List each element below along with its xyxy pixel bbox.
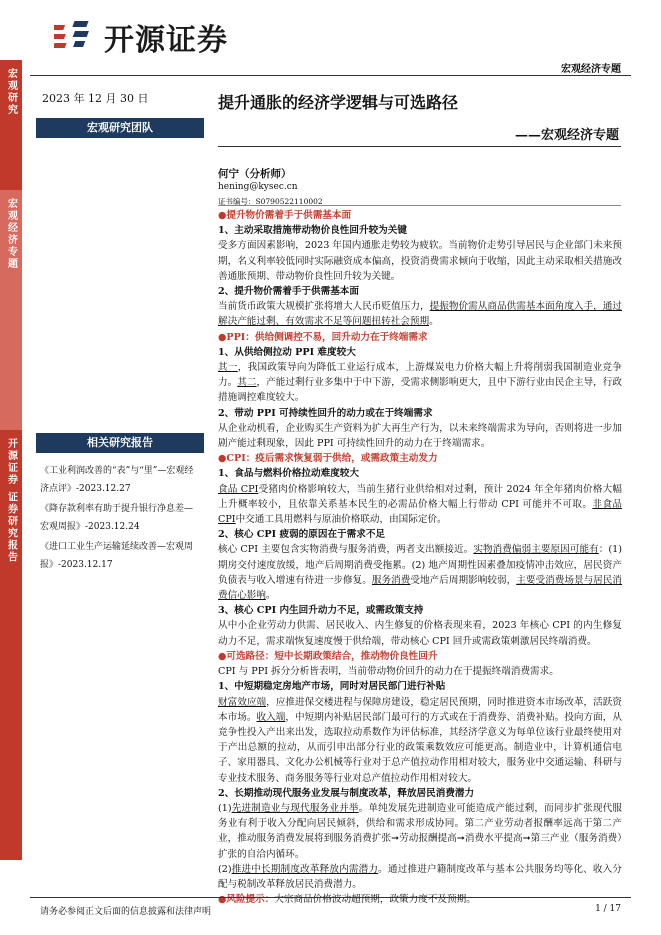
side-strip-top-label: 宏观研究	[5, 68, 17, 116]
related-reports-heading: 相关研究报告	[36, 433, 204, 453]
text-run-underlined: 实物消费偏弱主要原因可能有	[473, 544, 599, 556]
report-subtitle: ——宏观经济专题	[514, 128, 619, 143]
paragraph: 从企业动机看，企业购买生产资料为扩大再生产行为，以未来终端需求为导向，否则将进一步加剧产能过剩现象，因此 PPI 可持续性回升的动力在于终端需求。	[218, 422, 622, 450]
risk-warning	[218, 892, 622, 907]
paragraph	[218, 542, 622, 603]
header-divider	[30, 75, 631, 76]
paragraph	[218, 360, 622, 406]
paragraph: 从中小企业劳动力供需、居民收入、内生修复的价格表现来看，2023 年核心 CPI 的内生修复动力不足，需求端恢复速度慢于供给端，带动核心 CPI 回升或需政策刺激居民终端消费。	[218, 620, 622, 647]
paragraph: 受多方面因素影响，2023 年国内通胀走势较为疲软。当前物价走势引导居民与企业部门未来预期，名义利率较低同时实际融资成本偏高，投资消费需求倾向于收缩，因此主动采取相关措施改善通胀预期、带动物价良性回升较为关键。	[218, 240, 622, 282]
text-run: ，我国政策导向为降低工业运行成本，上游煤炭电力价格大幅上升将削弱我国制造业竞争力。	[218, 362, 623, 389]
text-run-underlined: 其二	[237, 377, 257, 389]
text-run: 。单纯发展先进制造业可能造成产能过剩，而同步扩张现代服务业有利于收入分配向居民倾斜，供给和需求形成协同。第二产业劳动者报酬率远高于第二产业，推动服务消费发展将到服务消费扩张➞劳动报酬提高➞消费水平提高➞第三产业（服务消费）扩张的自洽内循环。	[218, 802, 623, 860]
paragraph	[218, 299, 622, 329]
text-run: (1)	[218, 802, 232, 814]
section-heading: ● PPI：供给侧调控不易，回升动力在于终端需求	[218, 330, 622, 345]
text-run: ：(1) 期房交付速度放缓，地产后周期消费受拖累。(2) 地产周期性因素叠加疫情冲击效应，居民资产负债表与收入增速有待进一步修复。	[218, 544, 623, 586]
report-title: 提升通胀的经济学逻辑与可选路径	[218, 93, 459, 112]
report-date: 2023 年 12 月 30 日	[42, 92, 149, 105]
related-report-item[interactable]: 《工业利润改善的“表”与“里”—宏观经济点评》-2023.12.27	[40, 466, 194, 494]
page-number: 1 / 17	[595, 904, 621, 914]
paragraph	[218, 801, 622, 862]
analyst-cert: 证书编号：S0790522110002	[218, 197, 323, 206]
related-report-item[interactable]: 《进口工业生产运输延续改善—宏观周报》-2023.12.17	[40, 542, 194, 570]
text-run: 。通过推进户籍制度改革与基本公共服务均等化、收入分配与税制改革释放居民消费潜力。	[218, 863, 623, 890]
brand-name: 开源证券	[104, 23, 228, 58]
risk-label: ● 风险提示：	[218, 894, 274, 905]
text-run-underlined: 提振物价需从商品供需基本面角度入手，通过解决产能过剩、有效需求不足等问题扭转社会预期	[218, 301, 623, 328]
side-strip-middle-label: 宏观经济专题	[5, 198, 17, 270]
analyst-name: 何宁（分析师）	[218, 168, 292, 180]
subsection-heading: 1、食品与燃料价格拉动难度较大	[218, 468, 359, 480]
subsection-heading: 1、主动采取措施带动物价良性回升较为关键	[218, 225, 407, 237]
side-strip-middle	[0, 190, 22, 430]
text-run: ，应推进保交楼进程与保障房建设，稳定居民预期，同时推进资本市场改革，活跃资本市场。	[218, 696, 623, 723]
text-run: 当前货币政策大规模扩张将增大人民币贬值压力，	[218, 301, 430, 313]
side-strip-bottom	[0, 430, 22, 860]
footer-divider	[30, 897, 631, 898]
text-run-underlined: 收入端	[256, 711, 286, 723]
report-body	[218, 208, 622, 907]
text-run: 受猪肉价格影响较大，当前生猪行业供给相对过剩，预计 2024 年全年猪肉价格大幅上升概率较小，且依靠关系基本民生的必需品价格大幅上行带动 CPI 可能并不可取。	[218, 483, 623, 510]
risk-text: 大宗商品价格波动超预期，政策力度不及预期。	[274, 894, 476, 906]
related-report-item[interactable]: 《降存款利率有助于提升银行净息差—宏观周报》-2023.12.24	[40, 504, 194, 532]
subsection-heading: 2、提升物价需着手于供需基本面	[218, 286, 359, 298]
text-run-underlined: 非食品 CPI	[218, 498, 623, 526]
section-heading: ● 提升物价需着手于供需基本面	[218, 208, 622, 223]
text-run: 受地产后周期影响较弱，	[410, 574, 517, 586]
header-report-type: 宏观经济专题	[561, 64, 621, 75]
section-heading: ● 可选路径：短中长期政策结合，推动物价良性回升	[218, 649, 622, 664]
text-run-underlined: 推进中长期制度改革释放内需潜力	[231, 863, 379, 875]
text-run: ，产能过剩行业多集中于中下游，受需求侧影响更大，且中下游行业由民企主导，行政措施调控难度较大。	[218, 377, 623, 404]
text-run-underlined: 其一	[218, 362, 238, 374]
paragraph	[218, 695, 622, 786]
paragraph	[218, 482, 622, 528]
text-run: 。	[429, 316, 439, 328]
subsection-heading: 3、核心 CPI 内生回升动力不足，或需政策支持	[218, 605, 424, 617]
team-banner: 宏观研究团队	[36, 118, 204, 138]
paragraph	[218, 862, 622, 892]
subsection-heading: 2、核心 CPI 疲弱的原因在于需求不足	[218, 529, 386, 541]
brand-logo	[54, 14, 228, 60]
text-run-underlined: 财富效应端	[218, 696, 267, 708]
text-run: 中交通工具用燃料与原油价格联动，由国际定价。	[235, 514, 447, 526]
text-run: ，中短期内补贴居民部门最可行的方式或在于消费券、消费补贴。投向方面，从竞争性投入产出来出发，选取拉动系数作为评估标准，其经济学意义为每单位该行业最终使用对于产出总额的拉动，从而引申出部分行业的政策乘数效应可能更高。制造业中，计算机通信电子、家用器具、文化办公机械等行业对于总产值拉动作用相对较大，服务业中交通运输、科研与专业技术服务、商务服务等行业对总产值拉动作用相对较大。	[218, 711, 623, 784]
side-strip-bottom-label: 开源证券 证券研究报告	[5, 438, 17, 564]
text-run-underlined: 食品 CPI	[218, 483, 259, 495]
footer-disclaimer: 请务必参阅正文后面的信息披露和法律声明	[40, 907, 212, 917]
paragraph: CPI 与 PPI 拆分分析皆表明，当前带动物价回升的动力在于提振终端消费需求。	[218, 666, 559, 678]
text-run-underlined: 先进制造业与现代服务业并举	[231, 802, 359, 814]
text-run: 核心 CPI 主要包含实物消费与服务消费，两者支出额接近。	[218, 544, 474, 556]
subsection-heading: 2、长期推动现代服务业发展与制度改革，释放居民消费潜力	[218, 787, 475, 799]
text-run: (2)	[218, 863, 232, 875]
analyst-divider	[218, 205, 621, 206]
side-strip-top	[0, 60, 22, 190]
text-run-underlined: 服务消费	[371, 574, 411, 586]
analyst-email[interactable]: hening@kysec.cn	[218, 182, 298, 192]
title-divider	[218, 146, 621, 147]
section-heading: ● CPI：疫后需求恢复弱于供给，或需政策主动发力	[218, 451, 622, 466]
subsection-heading: 1、中短期稳定房地产市场，同时对居民部门进行补贴	[218, 681, 446, 693]
text-run-underlined: 主要受消费场景与居民消费信心影响	[218, 574, 623, 602]
subsection-heading: 1、从供给侧拉动 PPI 难度较大	[218, 346, 356, 358]
related-reports-list	[40, 462, 200, 576]
brand-logo-icon	[54, 17, 98, 57]
text-run: 。	[265, 590, 276, 602]
subsection-heading: 2、带动 PPI 可持续性回升的动力或在于终端需求	[218, 407, 433, 419]
